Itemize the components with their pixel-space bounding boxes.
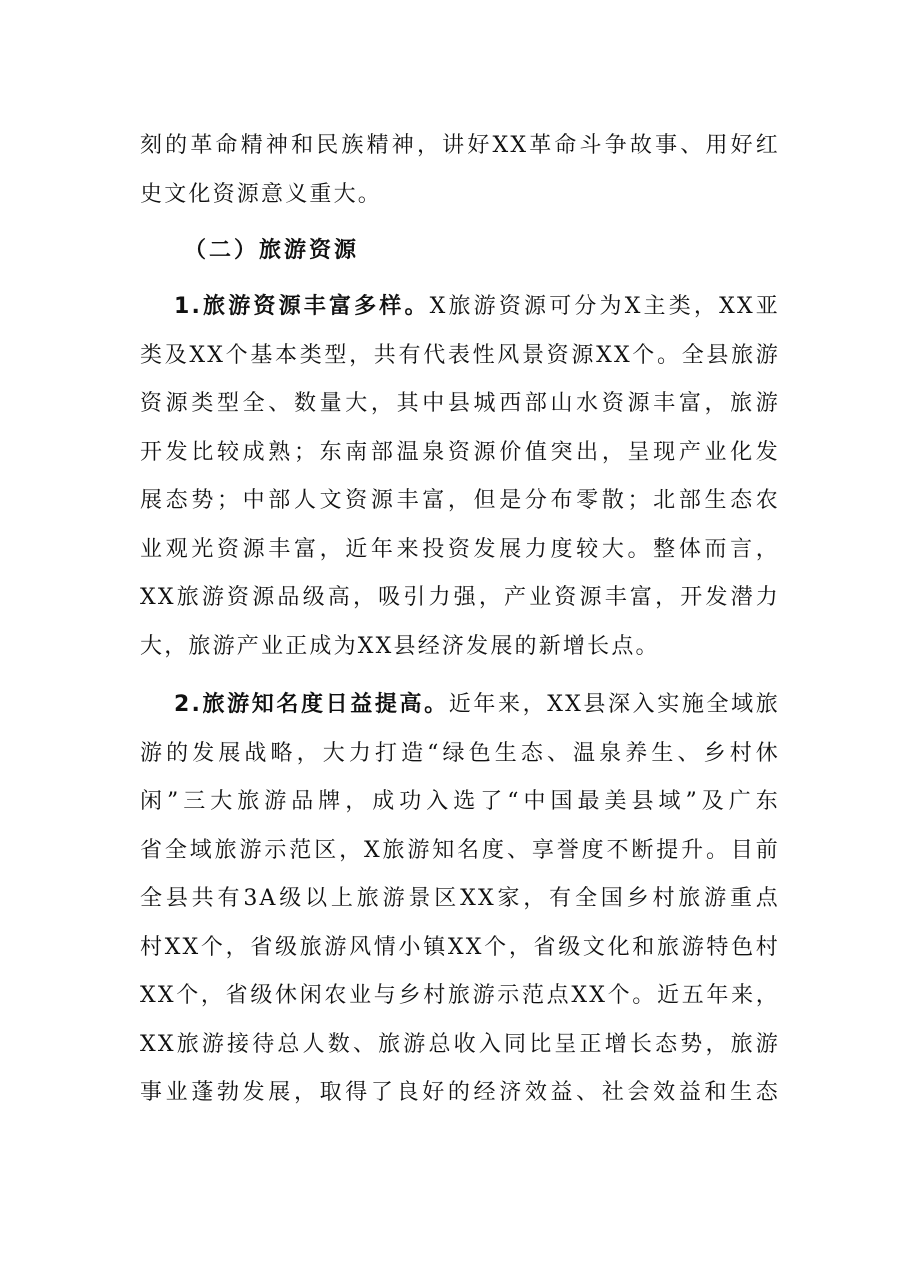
paragraph1-line: 资源类型全、数量大，其中县城西部山水资源丰富，旅游 [140, 391, 780, 416]
paragraph2-line: XX个，省级休闲农业与乡村旅游示范点XX个。近五年来， [140, 983, 780, 1008]
paragraph1-lead: 1.旅游资源丰富多样。 [174, 294, 430, 319]
section-heading: （二）旅游资源 [184, 238, 360, 263]
paragraph2-line: 全县共有3A级以上旅游景区XX家，有全国乡村旅游重点 [140, 886, 780, 911]
paragraph2-line: 村XX个，省级旅游风情小镇XX个，省级文化和旅游特色村 [140, 934, 780, 960]
intro-line-1: 刻的革命精神和民族精神，讲好XX革命斗争故事、用好红 [140, 133, 780, 158]
paragraph2-line: 闲”三大旅游品牌，成功入选了“中国最美县域”及广东 [140, 789, 780, 814]
paragraph1-line: XX旅游资源品级高，吸引力强，产业资源丰富，开发潜力 [140, 585, 780, 610]
paragraph1-first-line-text: X旅游资源可分为X主类，XX亚 [429, 294, 780, 319]
document-body [140, 122, 780, 1118]
paragraph1-line: 开发比较成熟；东南部温泉资源价值突出，呈现产业化发 [140, 439, 780, 465]
paragraph2-line: 事业蓬勃发展，取得了良好的经济效益、社会效益和生态 [140, 1080, 780, 1105]
paragraph-spacer [140, 671, 780, 681]
intro-line-2: 史文化资源意义重大。 [140, 181, 383, 207]
paragraph1-line: 大，旅游产业正成为XX县经济发展的新增长点。 [140, 633, 660, 659]
paragraph1-line: 类及XX个基本类型，共有代表性风景资源XX个。全县旅游 [140, 342, 780, 368]
paragraph1-first-line [140, 283, 780, 332]
paragraph2-line: XX旅游接待总人数、旅游总收入同比呈正增长态势，旅游 [140, 1031, 780, 1057]
paragraph2-line: 省全域旅游示范区，X旅游知名度、享誉度不断提升。目前 [140, 837, 780, 863]
paragraph2-first-line-text: 近年来，XX县深入实施全域旅 [448, 692, 780, 717]
paragraph1-line: 展态势；中部人文资源丰富，但是分布零散；北部生态农 [140, 488, 780, 513]
paragraph1-line: 业观光资源丰富，近年来投资发展力度较大。整体而言， [140, 536, 780, 562]
paragraph2-lead: 2.旅游知名度日益提高。 [174, 692, 449, 717]
paragraph2-line: 游的发展战略，大力打造“绿色生态、温泉养生、乡村休 [140, 740, 780, 766]
paragraph2-first-line [140, 681, 780, 730]
